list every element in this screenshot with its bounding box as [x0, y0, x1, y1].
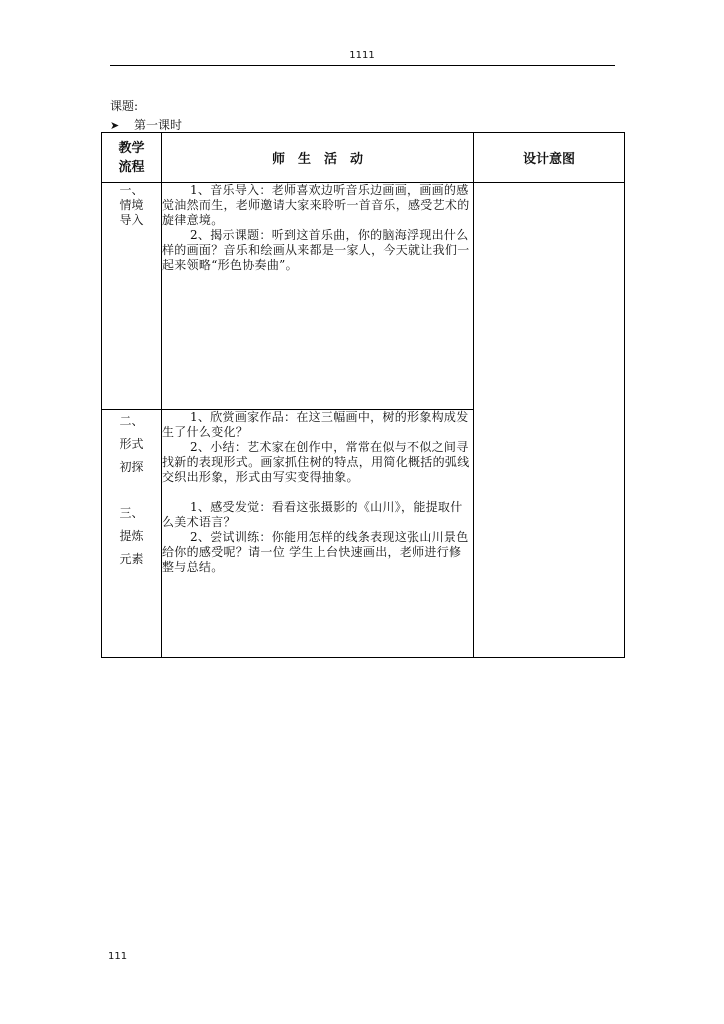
activity-paragraph: 1、感受发觉：看看这张摄影的《山川》，能提取什么美术语言？: [162, 500, 463, 529]
stage-line: 形式: [119, 437, 144, 451]
activity-paragraph: 1、音乐导入：老师喜欢边听音乐边画画，画画的感觉油然而生，老师邀请大家来聆听一首音乐，感受艺术的旋律意境。: [162, 183, 470, 227]
stage-line: 一、: [119, 183, 144, 197]
stage-line: 三、: [119, 506, 144, 520]
lesson-title-label: 课题:: [110, 99, 139, 113]
stage-cell-1: [102, 183, 162, 410]
activity-cell-2: [162, 410, 474, 658]
activity-paragraph: 2、尝试训练：你能用怎样的线条表现这张山川景色给你的感受呢？请一位 学生上台快速画出，老师进行修整与总结。: [162, 530, 469, 574]
page-footer: 111: [108, 951, 128, 962]
activity-paragraph: 2、小结：艺术家在创作中，常常在似与不似之间寻找新的表现形式。画家抓住树的特点，用简化概括的弧线交织出形象，形式由写实变得抽象。: [162, 440, 470, 484]
activity-paragraph: 1、欣赏画家作品：在这三幅画中，树的形象构成发生了什么变化？: [162, 410, 469, 439]
stage-line: 导入: [119, 213, 144, 227]
header-teaching-flow: [102, 133, 162, 183]
bullet-text: 第一课时: [134, 118, 183, 132]
bullet-line: [110, 116, 182, 133]
stage-line: [102, 479, 161, 502]
header-design-intent: 设计意图: [474, 133, 625, 183]
header-rule: [110, 65, 615, 66]
table-row: [102, 183, 625, 410]
activity-paragraph: 2、揭示课题：听到这首乐曲，你的脑海浮现出什么样的画面？音乐和绘画从来都是一家人，今天就让我们一起来领略“形色协奏曲”。: [162, 228, 470, 272]
design-intent-cell: [474, 183, 625, 658]
table-header-row: [102, 133, 625, 183]
lesson-plan-table: [101, 132, 625, 658]
header-activities: 师 生 活 动: [162, 133, 474, 183]
page-header: 1111: [349, 50, 375, 61]
stage-line: 提炼: [119, 529, 144, 543]
stage-line: 元素: [119, 552, 144, 566]
stage-cell-2: [102, 410, 162, 658]
stage-line: 二、: [119, 414, 144, 428]
arrow-bullet-icon: ➤: [110, 119, 120, 132]
stage-line: 情境: [119, 198, 144, 212]
header-teaching-flow-text: 教学 流程: [118, 140, 145, 175]
activity-cell-1: [162, 183, 474, 410]
activity-spacer: [162, 485, 473, 500]
stage-line: 初探: [119, 460, 144, 474]
